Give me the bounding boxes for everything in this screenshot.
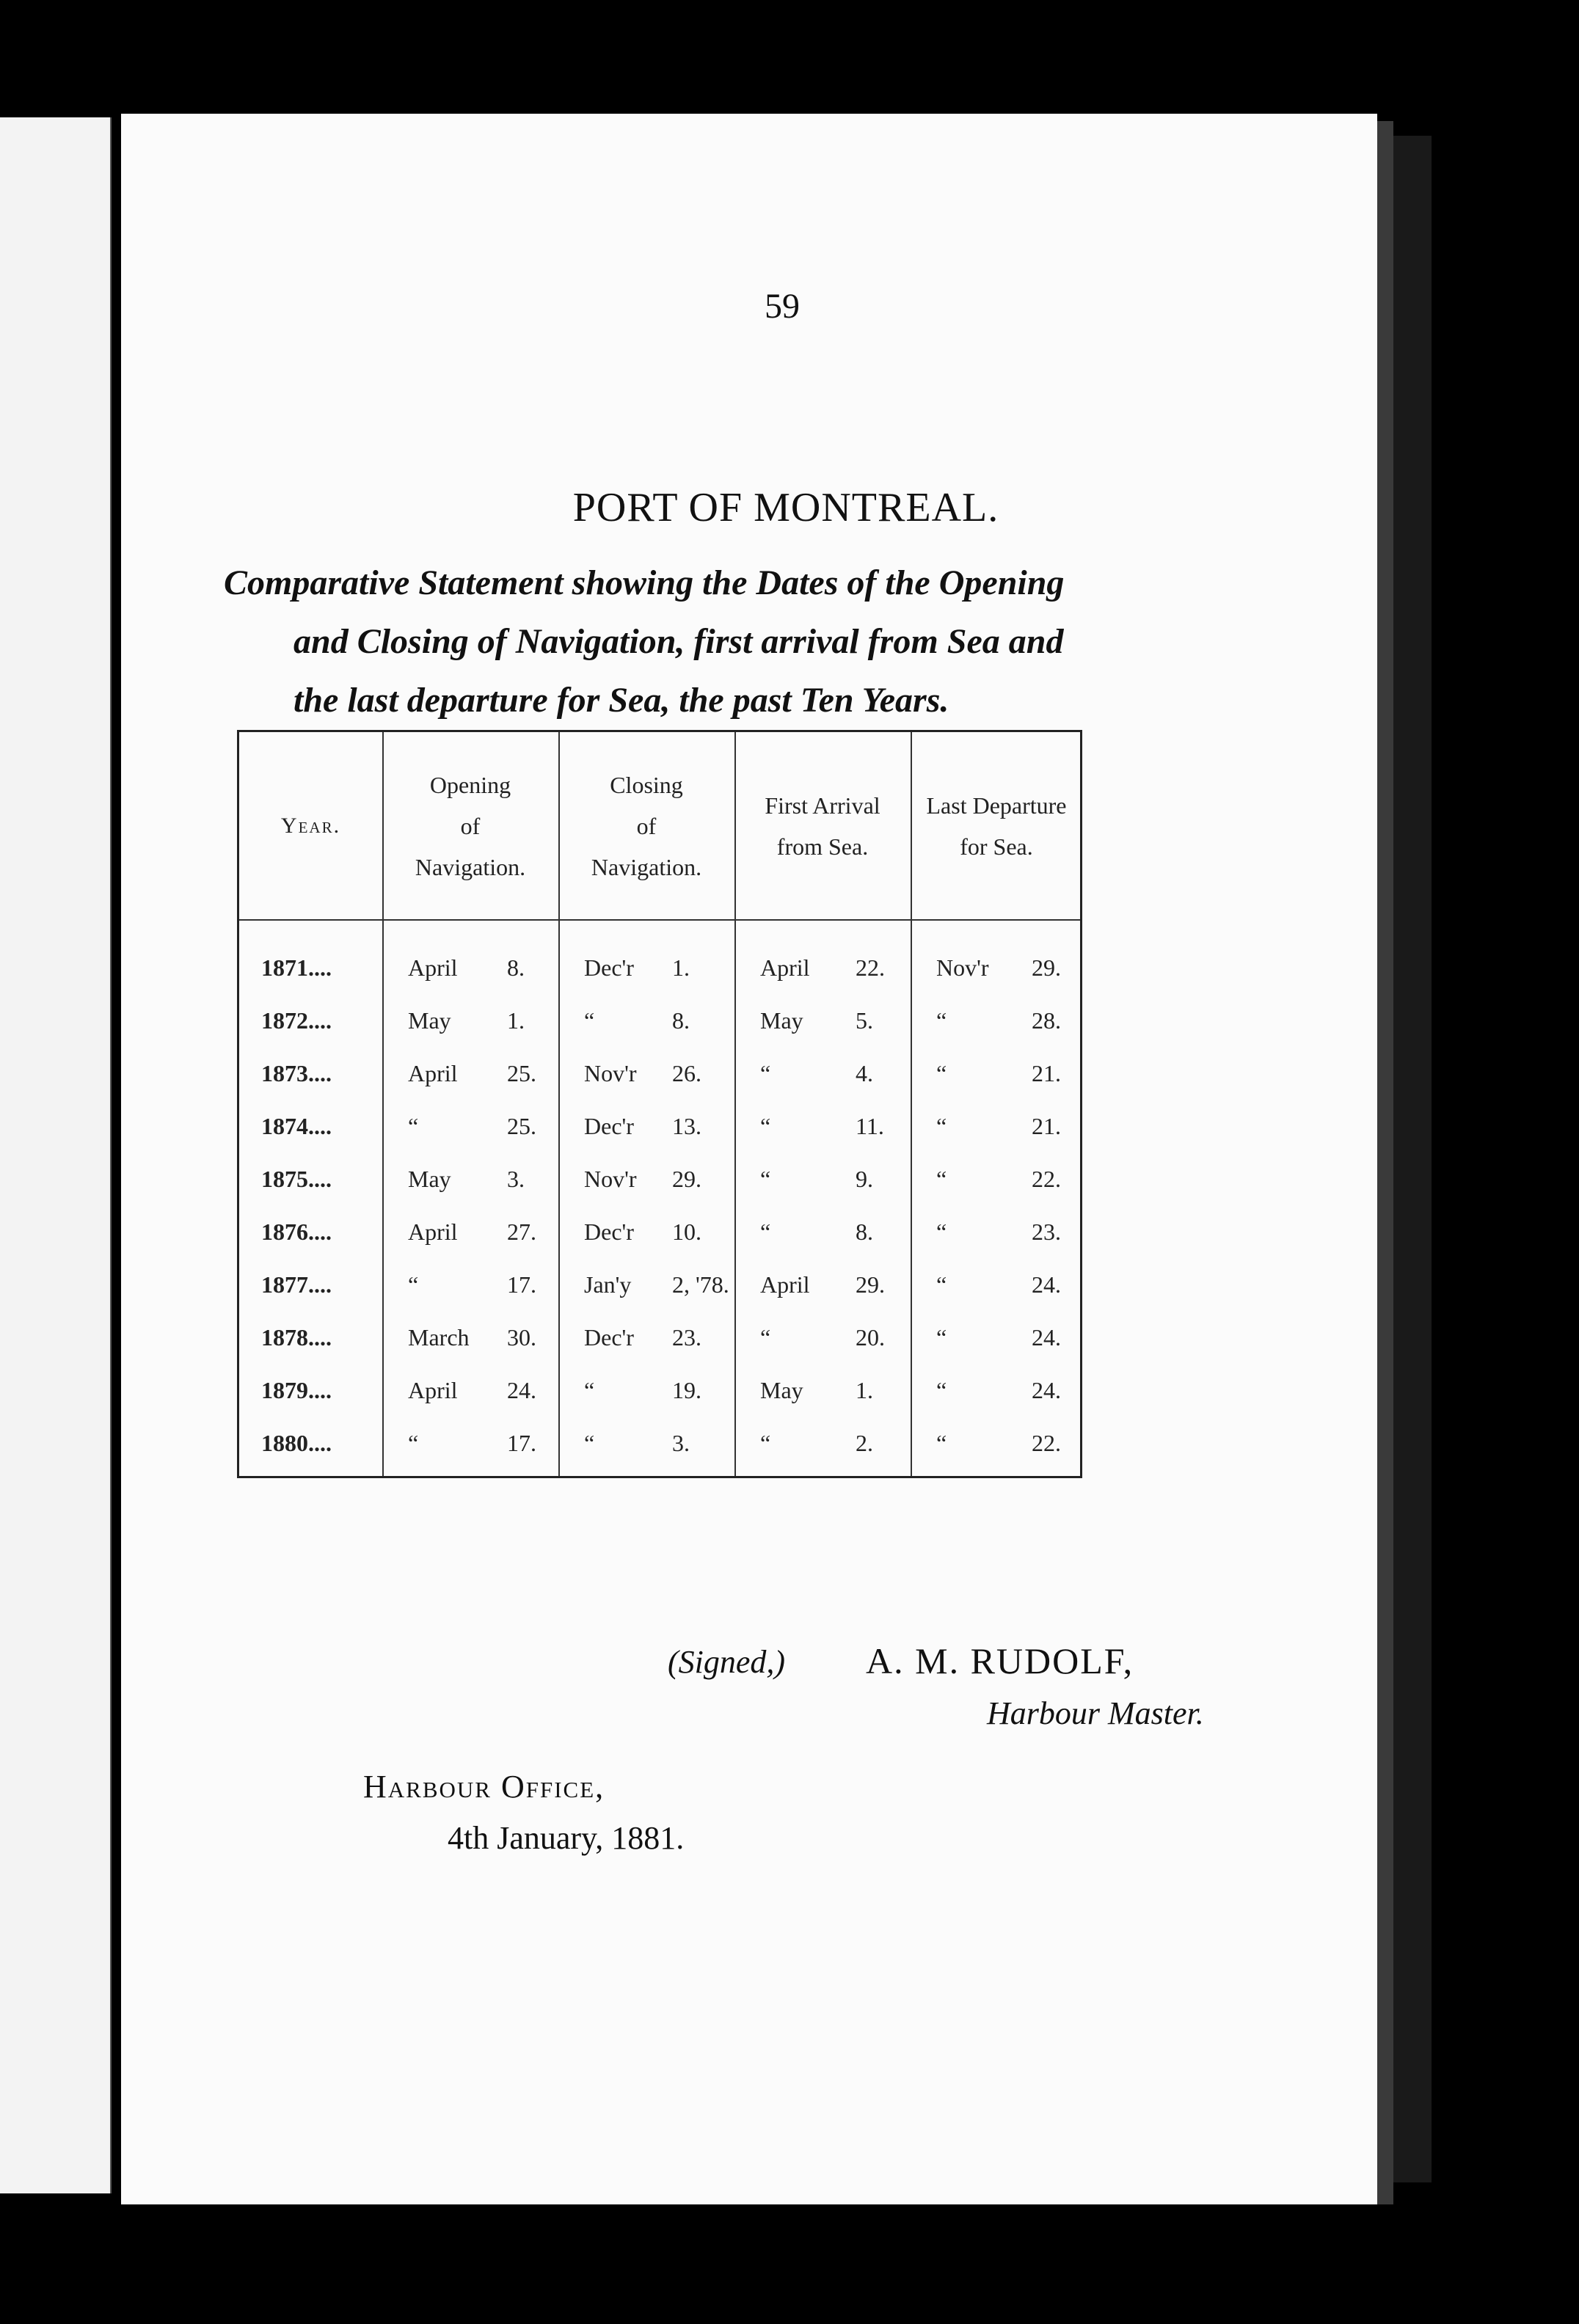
cell-dep-d: 22. — [1032, 1430, 1061, 1456]
cell-arr-d: 9. — [856, 1166, 873, 1192]
cell-arr-m: April — [760, 954, 810, 981]
office-name: Harbour Office, — [363, 1769, 605, 1805]
signed-label: (Signed,) — [668, 1644, 786, 1680]
cell-arr-m: “ — [760, 1113, 771, 1139]
cell-close-m: Nov'r — [584, 1060, 637, 1086]
table-row — [239, 1417, 1080, 1469]
cell-dep-m: “ — [936, 1430, 947, 1456]
cell-year: 1874.... — [261, 1113, 332, 1139]
cell-arr-m: “ — [760, 1218, 771, 1245]
cell-open-d: 17. — [507, 1271, 536, 1298]
cell-close-d: 13. — [672, 1113, 701, 1139]
cell-year: 1873.... — [261, 1060, 332, 1086]
cell-dep-d: 24. — [1032, 1324, 1061, 1351]
cell-dep-d: 22. — [1032, 1166, 1061, 1192]
cell-close-d: 26. — [672, 1060, 701, 1086]
header-divider — [239, 919, 1080, 921]
subtitle — [224, 554, 1251, 730]
cell-arr-d: 4. — [856, 1060, 873, 1086]
cell-close-m: Nov'r — [584, 1166, 637, 1192]
cell-arr-m: “ — [760, 1324, 771, 1351]
header-opening-line: Navigation. — [415, 853, 526, 880]
cell-close-m: Jan'y — [584, 1271, 632, 1298]
cell-arr-d: 2. — [856, 1430, 873, 1456]
header-closing — [558, 732, 734, 919]
cell-close-m: Dec'r — [584, 1324, 634, 1351]
table-row — [239, 994, 1080, 1047]
header-arrival-line: from Sea. — [776, 833, 869, 860]
page-number: 59 — [765, 287, 800, 326]
header-closing-line: Navigation. — [591, 853, 702, 880]
cell-dep-m: “ — [936, 1218, 947, 1245]
cell-arr-d: 5. — [856, 1007, 873, 1034]
cell-open-m: April — [408, 1218, 458, 1245]
table-row — [239, 1205, 1080, 1258]
page-title: PORT OF MONTREAL. — [572, 485, 999, 530]
header-departure-line: Last Departure — [926, 792, 1067, 819]
header-arrival — [734, 732, 911, 919]
document-page — [121, 114, 1377, 2204]
cell-close-m: Dec'r — [584, 954, 634, 981]
cell-close-d: 10. — [672, 1218, 701, 1245]
table-row — [239, 1364, 1080, 1417]
header-year — [239, 732, 382, 919]
table-row — [239, 941, 1080, 994]
cell-close-d: 2, '78. — [672, 1271, 729, 1298]
cell-close-d: 19. — [672, 1377, 701, 1403]
cell-dep-m: “ — [936, 1113, 947, 1139]
cell-year: 1879.... — [261, 1377, 332, 1403]
cell-year: 1878.... — [261, 1324, 332, 1351]
cell-year: 1871.... — [261, 954, 332, 981]
cell-dep-d: 21. — [1032, 1113, 1061, 1139]
cell-close-m: “ — [584, 1430, 595, 1456]
cell-dep-m: “ — [936, 1166, 947, 1192]
subtitle-line-3: the last departure for Sea, the past Ten Years. — [293, 681, 949, 720]
cell-arr-m: “ — [760, 1430, 771, 1456]
cell-dep-d: 29. — [1032, 954, 1061, 981]
cell-dep-d: 28. — [1032, 1007, 1061, 1034]
cell-dep-d: 24. — [1032, 1271, 1061, 1298]
cell-close-m: “ — [584, 1377, 595, 1403]
cell-open-d: 17. — [507, 1430, 536, 1456]
cell-open-d: 24. — [507, 1377, 536, 1403]
table-row — [239, 1311, 1080, 1364]
header-opening — [382, 732, 558, 919]
header-opening-line: of — [460, 812, 481, 839]
cell-close-m: Dec'r — [584, 1218, 634, 1245]
cell-arr-m: May — [760, 1007, 803, 1034]
cell-open-m: “ — [408, 1271, 419, 1298]
header-closing-line: Closing — [610, 771, 683, 798]
signatory-name: A. M. RUDOLF, — [866, 1640, 1134, 1681]
subtitle-line-2: and Closing of Navigation, first arrival from Sea and — [293, 622, 1064, 661]
cell-open-d: 1. — [507, 1007, 525, 1034]
table-row — [239, 1100, 1080, 1152]
cell-open-m: May — [408, 1007, 451, 1034]
cell-arr-m: April — [760, 1271, 810, 1298]
office-date: 4th January, 1881. — [448, 1820, 685, 1856]
cell-dep-m: “ — [936, 1060, 947, 1086]
table-row — [239, 1258, 1080, 1311]
cell-open-m: April — [408, 1377, 458, 1403]
subtitle-line-1: Comparative Statement showing the Dates of the Opening — [224, 563, 1065, 602]
cell-arr-m: “ — [760, 1060, 771, 1086]
table-row — [239, 1047, 1080, 1100]
cell-close-m: Dec'r — [584, 1113, 634, 1139]
cell-open-m: May — [408, 1166, 451, 1192]
cell-dep-m: “ — [936, 1377, 947, 1403]
cell-open-m: April — [408, 1060, 458, 1086]
header-opening-line: Opening — [429, 771, 511, 798]
cell-open-m: “ — [408, 1430, 419, 1456]
cell-dep-d: 21. — [1032, 1060, 1061, 1086]
cell-close-d: 23. — [672, 1324, 701, 1351]
table-row — [239, 1152, 1080, 1205]
cell-open-m: “ — [408, 1113, 419, 1139]
cell-open-m: March — [408, 1324, 470, 1351]
cell-close-d: 29. — [672, 1166, 701, 1192]
header-year-label: Year. — [280, 813, 341, 838]
cell-dep-m: Nov'r — [936, 954, 989, 981]
cell-arr-d: 29. — [856, 1271, 885, 1298]
cell-close-d: 8. — [672, 1007, 690, 1034]
signatory-title: Harbour Master. — [987, 1695, 1204, 1731]
cell-close-d: 1. — [672, 954, 690, 981]
cell-dep-d: 23. — [1032, 1218, 1061, 1245]
cell-open-d: 3. — [507, 1166, 525, 1192]
cell-open-d: 25. — [507, 1113, 536, 1139]
cell-open-m: April — [408, 954, 458, 981]
cell-year: 1877.... — [261, 1271, 332, 1298]
book-edge — [1393, 136, 1432, 2182]
cell-arr-d: 22. — [856, 954, 885, 981]
cell-arr-d: 1. — [856, 1377, 873, 1403]
cell-open-d: 25. — [507, 1060, 536, 1086]
cell-arr-m: “ — [760, 1166, 771, 1192]
cell-dep-d: 24. — [1032, 1377, 1061, 1403]
cell-arr-d: 8. — [856, 1218, 873, 1245]
cell-dep-m: “ — [936, 1007, 947, 1034]
cell-year: 1875.... — [261, 1166, 332, 1192]
cell-open-d: 30. — [507, 1324, 536, 1351]
header-closing-line: of — [636, 812, 657, 839]
header-departure-line: for Sea. — [960, 833, 1033, 860]
header-arrival-line: First Arrival — [765, 792, 880, 819]
cell-dep-m: “ — [936, 1324, 947, 1351]
cell-arr-m: May — [760, 1377, 803, 1403]
cell-arr-d: 20. — [856, 1324, 885, 1351]
cell-arr-d: 11. — [856, 1113, 884, 1139]
cell-year: 1872.... — [261, 1007, 332, 1034]
facing-page-edge — [0, 117, 112, 2193]
cell-open-d: 27. — [507, 1218, 536, 1245]
navigation-table — [237, 730, 1082, 1478]
cell-year: 1880.... — [261, 1430, 332, 1456]
header-departure — [911, 732, 1082, 919]
cell-year: 1876.... — [261, 1218, 332, 1245]
cell-open-d: 8. — [507, 954, 525, 981]
cell-dep-m: “ — [936, 1271, 947, 1298]
cell-close-m: “ — [584, 1007, 595, 1034]
page-edge-shadow — [1377, 121, 1393, 2204]
cell-close-d: 3. — [672, 1430, 690, 1456]
